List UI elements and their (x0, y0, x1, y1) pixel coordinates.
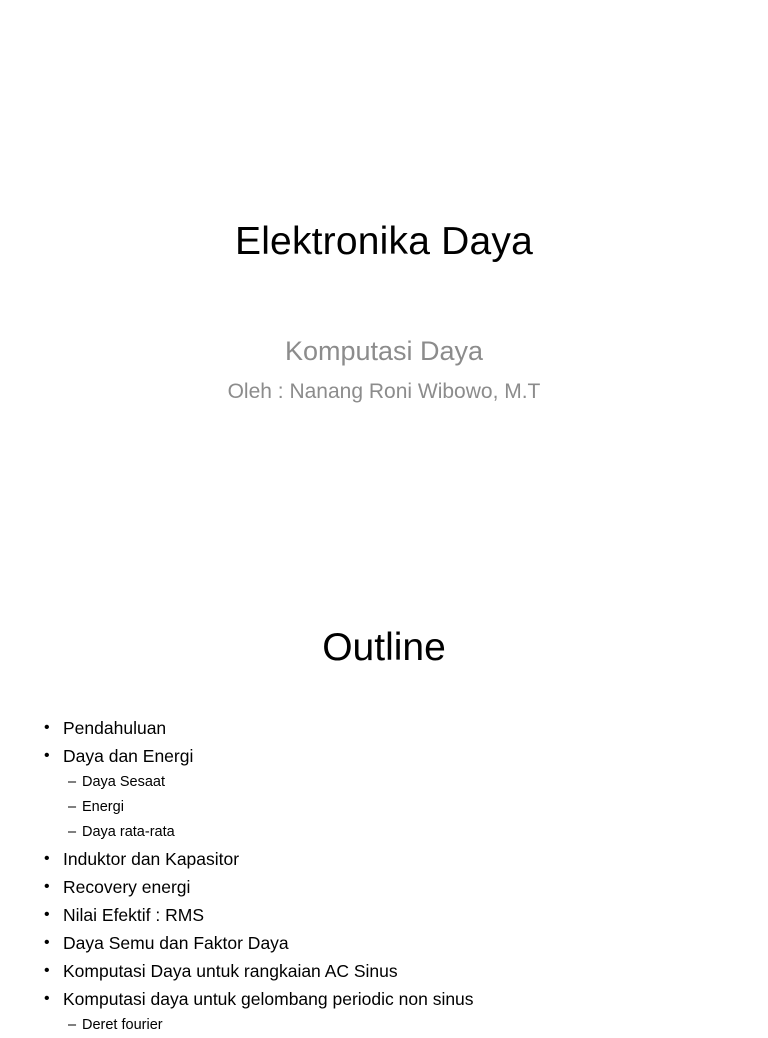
bullet-icon: • (44, 878, 50, 895)
outline-item-label: Daya dan Energi (63, 746, 194, 766)
dash-icon: – (68, 824, 77, 840)
bullet-icon: • (44, 906, 50, 923)
bullet-icon: • (44, 990, 50, 1007)
dash-icon: – (68, 1017, 77, 1033)
bullet-icon: • (44, 962, 50, 979)
outline-subitem (44, 820, 744, 845)
dash-icon: – (68, 774, 77, 790)
outline-item (44, 845, 744, 873)
outline-item-label: Recovery energi (63, 877, 191, 897)
bullet-icon: • (44, 747, 50, 764)
outline-item (44, 873, 744, 901)
outline-subitem-label: Energi (82, 799, 124, 815)
outline-item (44, 957, 744, 985)
outline-subitem (44, 770, 744, 795)
presentation-title: Elektronika Daya (234, 220, 533, 263)
bullet-icon: • (44, 719, 50, 736)
outline-subitem (44, 1013, 744, 1038)
outline-item-label: Komputasi Daya untuk rangkaian AC Sinus (63, 961, 398, 981)
presentation-author: Oleh : Nanang Roni Wibowo, M.T (227, 380, 541, 403)
outline-item-label: Pendahuluan (63, 718, 167, 738)
outline-item (44, 742, 744, 770)
outline-subitem (44, 795, 744, 820)
outline-title: Outline (322, 626, 446, 669)
outline-item-label: Induktor dan Kapasitor (63, 849, 240, 869)
bullet-icon: • (44, 850, 50, 867)
outline-item (44, 985, 744, 1013)
dash-icon: – (68, 799, 77, 815)
bullet-icon: • (44, 934, 50, 951)
presentation-subtitle: Komputasi Daya (284, 336, 484, 366)
outline-list (44, 714, 744, 1038)
outline-item (44, 901, 744, 929)
outline-subitem-label: Daya Sesaat (82, 774, 166, 790)
outline-subitem-label: Deret fourier (82, 1017, 163, 1033)
outline-slide (0, 576, 768, 1033)
outline-item-label: Komputasi daya untuk gelombang periodic non sinus (63, 989, 474, 1009)
outline-subitem-label: Daya rata-rata (82, 824, 175, 840)
outline-item-label: Daya Semu dan Faktor Daya (63, 933, 289, 953)
outline-item (44, 929, 744, 957)
outline-item-label: Nilai Efektif : RMS (63, 905, 204, 925)
outline-item (44, 714, 744, 742)
